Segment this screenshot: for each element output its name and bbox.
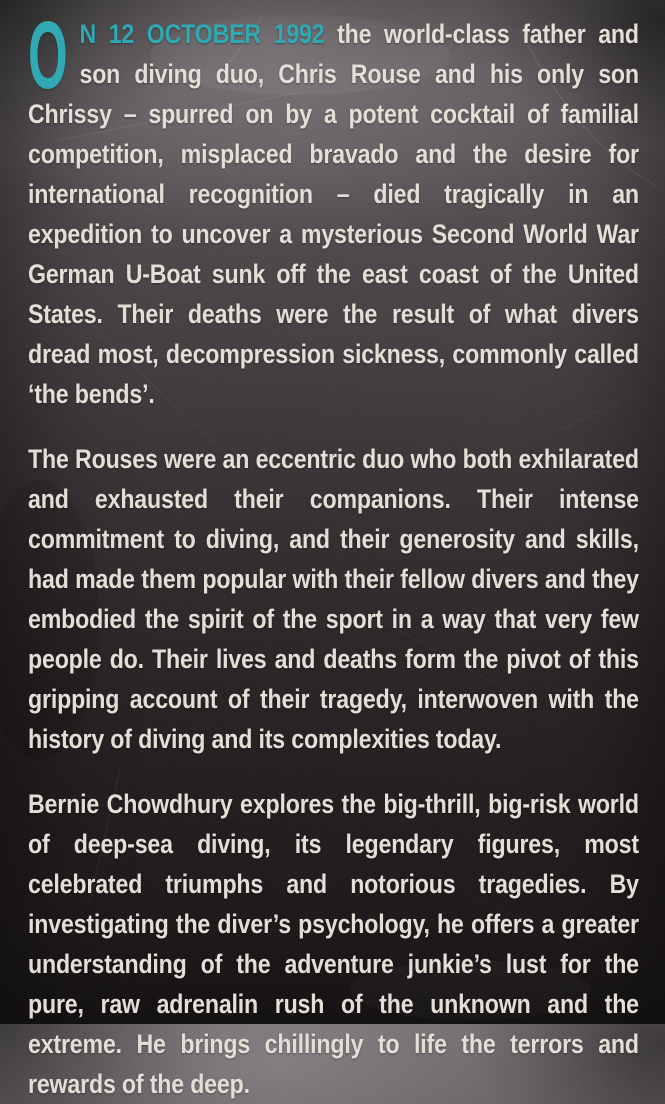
paragraph-1-text: the world-class father and son diving duo, Chris Rouse and his only son Chrissy – spurred on by a potent cocktail of familial competition, misplaced bravado and the desire for international recognition – died tragically in an expedition to uncover a mysterious Second World War German U-Boat sunk off the east coast of the United States. Their deaths were the result of what divers dread most, decompression sickness, commonly called ‘the bends’. — [28, 19, 639, 409]
blurb-paragraph-1 — [28, 2, 639, 414]
blurb-paragraph-2: The Rouses were an eccentric duo who both exhilarated and exhausted their companions. Their intense commitment to diving, and their generosity and skills, had made them popular with their fellow divers and they embodied the spirit of the sport in a way that very few people do. Their lives and deaths form the pivot of this gripping account of their tragedy, interwoven with the history of diving and its complexities today. — [28, 444, 639, 754]
dropcap-glyph: O — [28, 2, 68, 109]
blurb-paragraph-3: Bernie Chowdhury explores the big-thrill, big-risk world of deep-sea diving, its legendary figures, most celebrated triumphs and notorious tragedies. By investigating the diver’s psychology, he offers a greater understanding of the adventure junkie’s lust for the pure, raw adrenalin rush of the unknown and the extreme. He brings chillingly to life the terrors and rewards of the deep. — [28, 789, 639, 1099]
blurb-text-column — [28, 2, 639, 1104]
opening-date-text: N 12 OCTOBER 1992 — [79, 19, 325, 49]
dropcap-letter — [28, 2, 71, 109]
